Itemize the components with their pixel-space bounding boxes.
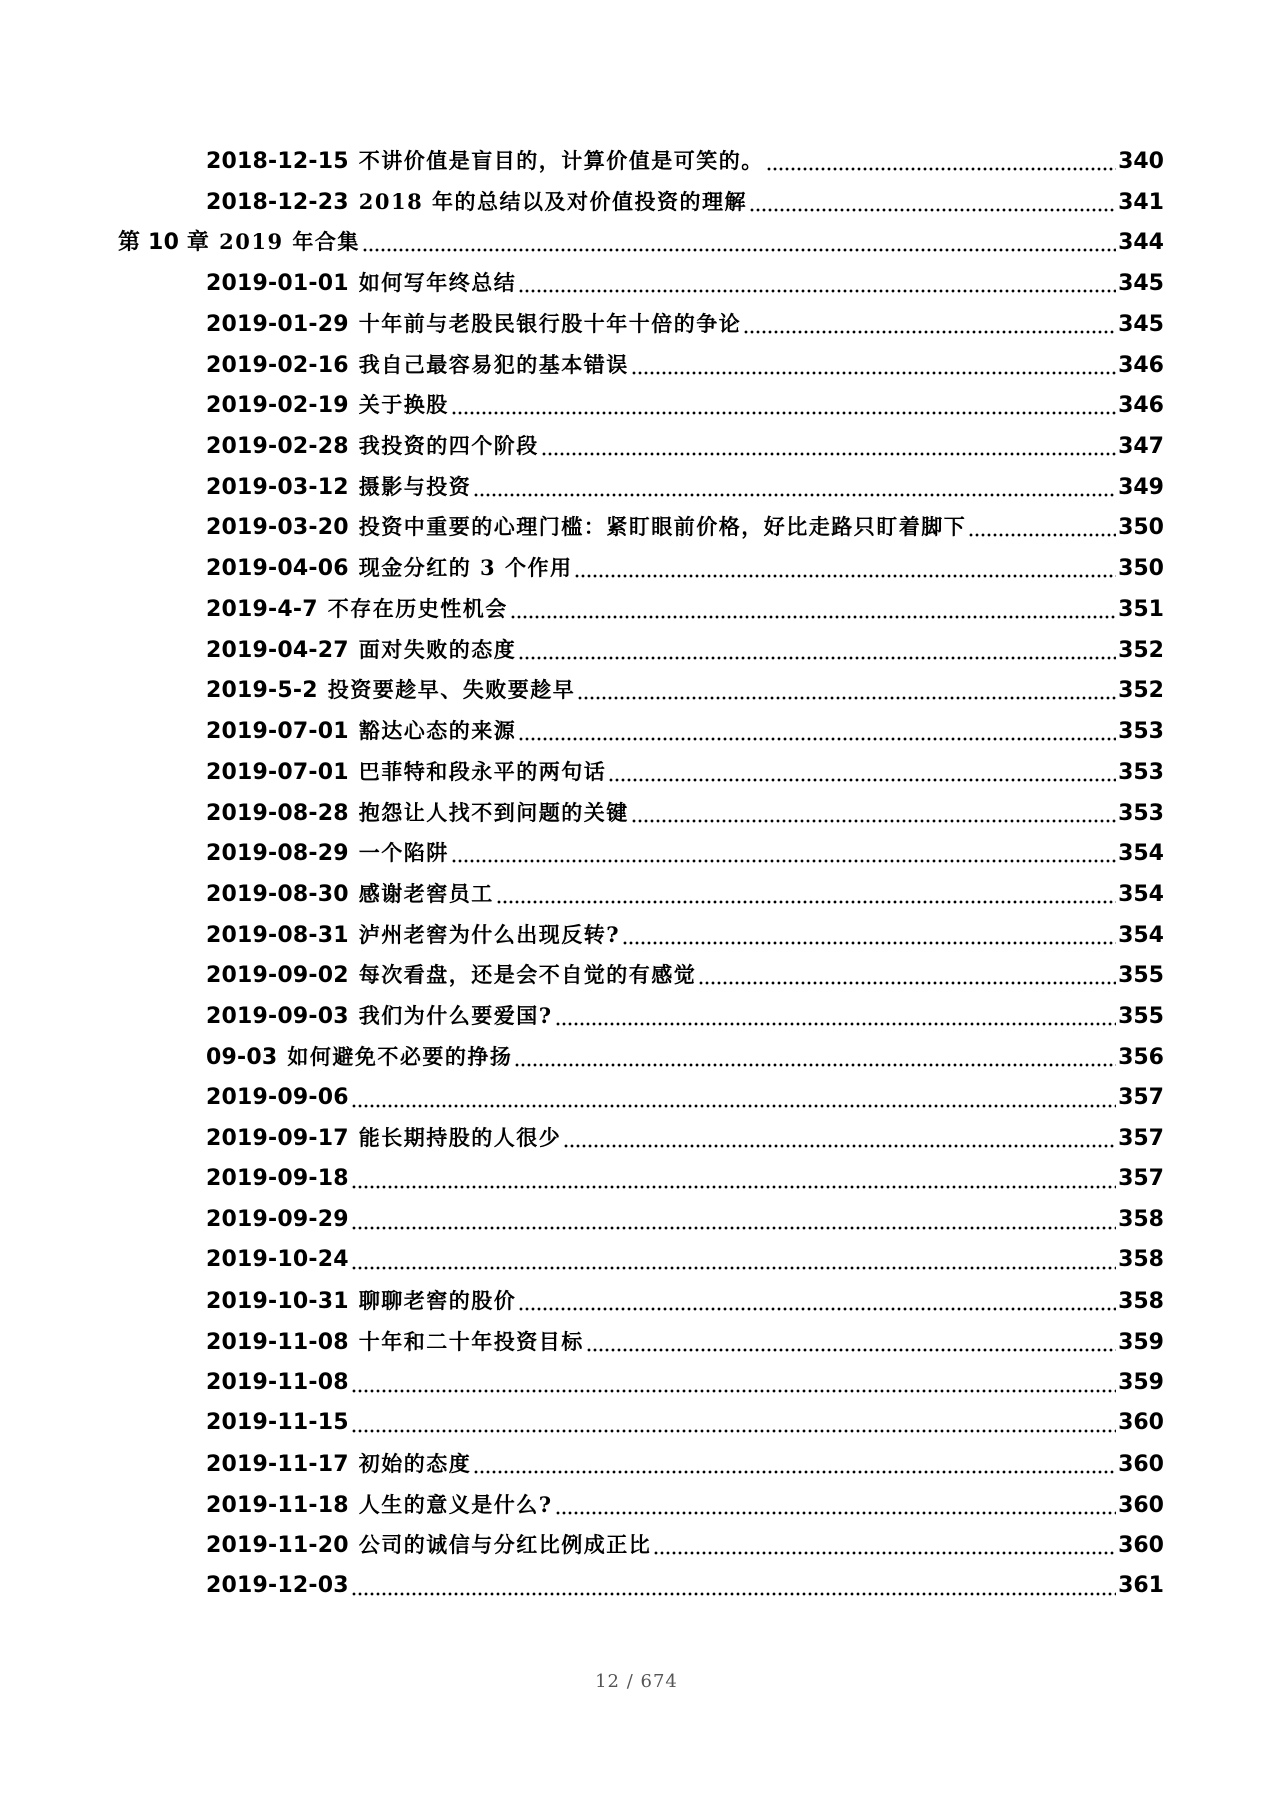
toc-entry-date: 2019-10-31 <box>206 1289 349 1314</box>
toc-page-number: 354 <box>1118 841 1164 866</box>
toc-entry-date: 2019-08-29 <box>206 841 349 866</box>
toc-page-number: 359 <box>1118 1330 1164 1355</box>
toc-page-number: 359 <box>1118 1370 1164 1395</box>
toc-entry-date: 2019-07-01 <box>206 760 349 785</box>
toc-entry-date: 2019-03-12 <box>206 475 349 500</box>
toc-entry-title: 投资中重要的心理门槛：紧盯眼前价格，好比走路只盯着脚下 <box>358 514 967 539</box>
toc-entry[interactable] <box>206 752 1164 792</box>
toc-entry[interactable] <box>206 711 1164 751</box>
dot-leader <box>653 1551 1116 1555</box>
toc-entry[interactable] <box>206 467 1164 507</box>
toc-page-number: 354 <box>1118 923 1164 948</box>
dot-leader <box>968 533 1116 537</box>
toc-page-number: 358 <box>1118 1207 1164 1232</box>
dot-leader <box>574 574 1116 578</box>
toc-entry-title: 如何写年终总结 <box>358 270 517 295</box>
dot-leader <box>451 859 1116 863</box>
toc-entry-date: 2019-04-06 <box>206 556 349 581</box>
toc-entry[interactable] <box>206 1200 1164 1240</box>
toc-entry-date: 2019-02-28 <box>206 434 349 459</box>
toc-entry-title: 关于换股 <box>358 392 449 417</box>
toc-entry[interactable] <box>206 793 1164 833</box>
toc-entry-title: 我投资的四个阶段 <box>358 433 539 458</box>
toc-entry-title: 不讲价值是盲目的，计算价值是可笑的。 <box>358 148 764 173</box>
toc-entry-title: 2018 年的总结以及对价值投资的理解 <box>358 189 747 214</box>
toc-page-number: 357 <box>1118 1085 1164 1110</box>
toc-entry[interactable] <box>206 1403 1164 1443</box>
toc-entry[interactable] <box>206 263 1164 303</box>
toc-entry-date: 2019-09-06 <box>206 1085 349 1110</box>
toc-entry-title: 豁达心态的来源 <box>358 718 517 743</box>
toc-page-number: 341 <box>1118 190 1164 215</box>
toc-entry-date: 2019-4-7 <box>206 597 318 622</box>
toc-entry[interactable] <box>206 589 1164 629</box>
dot-leader <box>555 1022 1117 1026</box>
toc-page-number: 349 <box>1118 475 1164 500</box>
toc-entry-date: 2019-11-20 <box>206 1533 349 1558</box>
toc-page-number: 352 <box>1118 638 1164 663</box>
dot-leader <box>622 941 1116 945</box>
toc-entry[interactable] <box>206 1078 1164 1118</box>
toc-entry-date: 2019-07-01 <box>206 719 349 744</box>
toc-page-number: 360 <box>1118 1493 1164 1518</box>
dot-leader <box>586 1348 1116 1352</box>
toc-page-number: 346 <box>1118 353 1164 378</box>
toc-entry-date: 2019-10-24 <box>206 1247 349 1272</box>
dot-leader <box>749 208 1116 212</box>
dot-leader <box>351 1429 1116 1433</box>
toc-entry-title: 能长期持股的人很少 <box>358 1125 562 1150</box>
dot-leader <box>608 778 1116 782</box>
toc-page-number: 353 <box>1118 760 1164 785</box>
dot-leader <box>541 452 1116 456</box>
dot-leader <box>514 1063 1116 1067</box>
toc-entry[interactable] <box>206 1444 1164 1484</box>
toc-page-number: 358 <box>1118 1289 1164 1314</box>
toc-entry[interactable] <box>206 141 1164 181</box>
toc-entry-title: 聊聊老窖的股价 <box>358 1288 517 1313</box>
dot-leader <box>698 981 1116 985</box>
toc-entry[interactable] <box>206 345 1164 385</box>
toc-chapter-number: 第 10 章 <box>118 230 210 255</box>
toc-page-number: 360 <box>1118 1410 1164 1435</box>
toc-page-number: 357 <box>1118 1126 1164 1151</box>
toc-entry-title: 每次看盘，还是会不自觉的有感觉 <box>358 962 697 987</box>
dot-leader <box>510 615 1116 619</box>
toc-entry[interactable] <box>206 1566 1164 1606</box>
toc-page-number: 340 <box>1118 149 1164 174</box>
toc-entry-date: 09-03 <box>206 1045 278 1070</box>
dot-leader <box>555 1511 1117 1515</box>
toc-entry-title: 如何避免不必要的挣扬 <box>287 1044 513 1069</box>
toc-entry-title: 现金分红的 3 个作用 <box>358 555 573 580</box>
toc-entry-date: 2019-11-08 <box>206 1330 349 1355</box>
toc-entry-title: 一个陷阱 <box>358 840 449 865</box>
dot-leader <box>631 371 1116 375</box>
toc-page-number: 345 <box>1118 312 1164 337</box>
toc-entry-title: 人生的意义是什么? <box>358 1492 553 1517</box>
toc-page-number: 345 <box>1118 271 1164 296</box>
toc-entry-date: 2019-09-02 <box>206 963 349 988</box>
dot-leader <box>518 737 1116 741</box>
dot-leader <box>631 819 1116 823</box>
toc-entry-date: 2019-09-29 <box>206 1207 349 1232</box>
toc-entry[interactable] <box>206 874 1164 914</box>
toc-entry-date: 2018-12-23 <box>206 190 349 215</box>
toc-entry[interactable] <box>206 1525 1164 1565</box>
toc-entry[interactable] <box>206 1037 1164 1077</box>
toc-entry-title: 初始的态度 <box>358 1451 472 1476</box>
toc-page-number: 356 <box>1118 1045 1164 1070</box>
toc-entry[interactable] <box>206 1240 1164 1280</box>
toc-page-number: 346 <box>1118 393 1164 418</box>
toc-chapter-entry[interactable] <box>118 222 1164 262</box>
toc-entry[interactable] <box>206 630 1164 670</box>
toc-entry-date: 2019-01-01 <box>206 271 349 296</box>
dot-leader <box>351 1389 1116 1393</box>
toc-entry-title: 我自己最容易犯的基本错误 <box>358 352 629 377</box>
dot-leader <box>451 411 1116 415</box>
dot-leader <box>351 1226 1116 1230</box>
toc-page-number: 361 <box>1118 1573 1164 1598</box>
toc-page-number: 355 <box>1118 1004 1164 1029</box>
toc-page-number: 360 <box>1118 1533 1164 1558</box>
dot-leader <box>518 1307 1116 1311</box>
toc-entry-date: 2019-12-03 <box>206 1573 349 1598</box>
toc-page-number: 353 <box>1118 801 1164 826</box>
toc-entry[interactable] <box>206 385 1164 425</box>
dot-leader <box>766 167 1116 171</box>
toc-entry[interactable] <box>206 1363 1164 1403</box>
toc-entry[interactable] <box>206 833 1164 873</box>
toc-entry[interactable] <box>206 507 1164 547</box>
toc-entry[interactable] <box>206 1281 1164 1321</box>
toc-page-number: 350 <box>1118 515 1164 540</box>
toc-entry-title: 面对失败的态度 <box>358 637 517 662</box>
toc-entry[interactable] <box>206 955 1164 995</box>
toc-entry-date: 2019-11-15 <box>206 1410 349 1435</box>
toc-entry-title: 抱怨让人找不到问题的关键 <box>358 800 629 825</box>
toc-page-number: 351 <box>1118 597 1164 622</box>
toc-page-number: 354 <box>1118 882 1164 907</box>
dot-leader <box>351 1185 1116 1189</box>
toc-entry-title: 十年前与老股民银行股十年十倍的争论 <box>358 311 742 336</box>
toc-entry-date: 2019-03-20 <box>206 515 349 540</box>
toc-entry-title: 公司的诚信与分红比例成正比 <box>358 1532 652 1557</box>
toc-page-number: 353 <box>1118 719 1164 744</box>
dot-leader <box>351 1592 1116 1596</box>
toc-entry-title: 感谢老窖员工 <box>358 881 494 906</box>
toc-page-number: 350 <box>1118 556 1164 581</box>
toc-page-number: 347 <box>1118 434 1164 459</box>
toc-entry-date: 2019-08-30 <box>206 882 349 907</box>
toc-entry-date: 2018-12-15 <box>206 149 349 174</box>
toc-entry-title: 2019 年合集 <box>219 229 360 254</box>
toc-entry-title: 摄影与投资 <box>358 474 472 499</box>
dot-leader <box>518 289 1116 293</box>
toc-entry[interactable] <box>206 182 1164 222</box>
toc-entry-date: 2019-02-16 <box>206 353 349 378</box>
dot-leader <box>351 1104 1116 1108</box>
dot-leader <box>563 1144 1116 1148</box>
toc-entry-title: 投资要趁早、失败要趁早 <box>327 677 576 702</box>
dot-leader <box>496 900 1116 904</box>
toc-entry-title: 不存在历史性机会 <box>327 596 508 621</box>
dot-leader <box>518 656 1116 660</box>
toc-entry-date: 2019-5-2 <box>206 678 318 703</box>
toc-page-number: 355 <box>1118 963 1164 988</box>
toc-entry[interactable] <box>206 915 1164 955</box>
toc-entry[interactable] <box>206 1322 1164 1362</box>
toc-entry-date: 2019-09-03 <box>206 1004 349 1029</box>
toc-entry-date: 2019-04-27 <box>206 638 349 663</box>
toc-page-number: 360 <box>1118 1452 1164 1477</box>
dot-leader <box>362 248 1116 252</box>
toc-entry-title: 我们为什么要爱国? <box>358 1003 553 1028</box>
dot-leader <box>351 1266 1116 1270</box>
toc-entry[interactable] <box>206 304 1164 344</box>
toc-page-number: 352 <box>1118 678 1164 703</box>
toc-entry-date: 2019-09-18 <box>206 1166 349 1191</box>
toc-entry-date: 2019-11-08 <box>206 1370 349 1395</box>
toc-entry-date: 2019-01-29 <box>206 312 349 337</box>
toc-entry-title: 巴菲特和段永平的两句话 <box>358 759 607 784</box>
toc-entry-title: 十年和二十年投资目标 <box>358 1329 584 1354</box>
toc-entry[interactable] <box>206 1485 1164 1525</box>
dot-leader <box>743 330 1116 334</box>
toc-entry-date: 2019-11-17 <box>206 1452 349 1477</box>
toc-entry[interactable] <box>206 1159 1164 1199</box>
dot-leader <box>473 493 1116 497</box>
toc-entry-date: 2019-08-31 <box>206 923 349 948</box>
toc-entry[interactable] <box>206 996 1164 1036</box>
toc-entry[interactable] <box>206 670 1164 710</box>
toc-entry-date: 2019-02-19 <box>206 393 349 418</box>
page-number-footer: 12 / 674 <box>595 1671 678 1692</box>
toc-entry-date: 2019-08-28 <box>206 801 349 826</box>
toc-page-number: 358 <box>1118 1247 1164 1272</box>
dot-leader <box>473 1470 1116 1474</box>
toc-page-number: 344 <box>1118 230 1164 255</box>
toc-entry-date: 2019-11-18 <box>206 1493 349 1518</box>
toc-page-number: 357 <box>1118 1166 1164 1191</box>
toc-entry[interactable] <box>206 426 1164 466</box>
toc-entry-title: 泸州老窖为什么出现反转? <box>358 922 621 947</box>
dot-leader <box>577 696 1116 700</box>
toc-entry-date: 2019-09-17 <box>206 1126 349 1151</box>
toc-entry[interactable] <box>206 1118 1164 1158</box>
toc-entry[interactable] <box>206 548 1164 588</box>
